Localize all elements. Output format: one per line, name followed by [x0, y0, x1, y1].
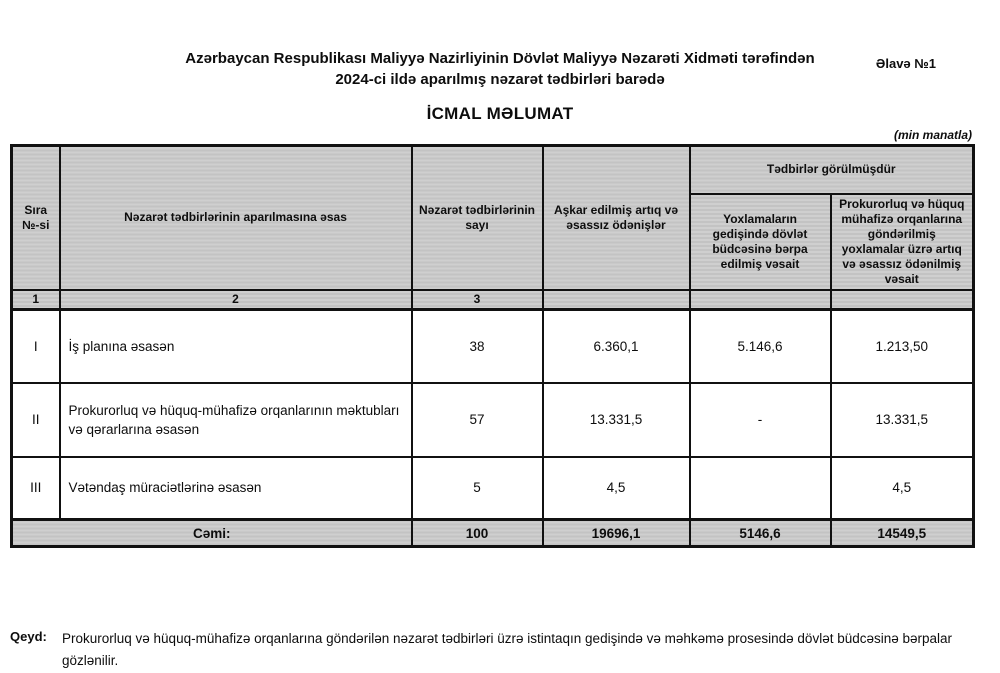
- summary-table: [10, 144, 975, 548]
- table-row-3: [12, 457, 974, 520]
- header-col-restored: Yoxlamaların gedişində dövlət büdcəsinə bərpa edilmiş vəsait: [690, 194, 831, 290]
- total-restored: 5146,6: [690, 520, 831, 547]
- row-2-basis: Prokurorluq və hüquq-mühafizə orqanlarının məktubları və qərarlarına əsasən: [60, 383, 412, 457]
- row-2-no: II: [12, 383, 60, 457]
- total-detected: 19696,1: [543, 520, 690, 547]
- footnote: [10, 628, 988, 672]
- col-number-5: [690, 290, 831, 310]
- row-1-basis: İş planına əsasən: [60, 310, 412, 383]
- column-numbering-row: [12, 290, 974, 310]
- col-number-6: [831, 290, 974, 310]
- col-number-3: 3: [412, 290, 543, 310]
- document-title: [0, 48, 1000, 90]
- title-line-2: 2024-ci ildə aparılmış nəzarət tədbirləri barədə: [335, 71, 665, 88]
- footnote-text: Prokurorluq və hüquq-mühafizə orqanlarına göndərilən nəzarət tədbirləri üzrə istintaqın gedişində və məhkəmə prosesində dövlət büdcəsinə bərpalar gözlənilir.: [62, 631, 953, 668]
- total-sent: 14549,5: [831, 520, 974, 547]
- title-line-1: Azərbaycan Respublikası Maliyyə Nazirliyinin Dövlət Maliyyə Nəzarəti Xidməti tərəfindən: [185, 50, 815, 67]
- unit-note: (min manatla): [893, 128, 972, 142]
- col-number-2: 2: [60, 290, 412, 310]
- row-1-detected: 6.360,1: [543, 310, 690, 383]
- table-row-2: [12, 383, 974, 457]
- row-3-basis: Vətəndaş müraciətlərinə əsasən: [60, 457, 412, 520]
- annex-label: Əlavə №1: [875, 56, 936, 71]
- row-1-restored: 5.146,6: [690, 310, 831, 383]
- total-count: 100: [412, 520, 543, 547]
- row-3-no: III: [12, 457, 60, 520]
- row-1-sent: 1.213,50: [831, 310, 974, 383]
- col-number-1: 1: [12, 290, 60, 310]
- total-label: Cəmi:: [12, 520, 412, 547]
- row-2-restored: -: [690, 383, 831, 457]
- header-col-sent: Prokurorluq və hüquq mühafizə orqanlarına göndərilmiş yoxlamalar üzrə artıq və əsassız ödənilmiş vəsait: [831, 194, 974, 290]
- row-1-no: I: [12, 310, 60, 383]
- header-group-measures: Tədbirlər görülmüşdür: [690, 146, 974, 194]
- col-number-4: [543, 290, 690, 310]
- header-group-row: [12, 146, 974, 194]
- row-3-count: 5: [412, 457, 543, 520]
- row-3-sent: 4,5: [831, 457, 974, 520]
- header-col-count: Nəzarət tədbirlərinin sayı: [412, 146, 543, 290]
- page-subtitle: İCMAL MƏLUMAT: [426, 104, 574, 123]
- footnote-label: Qeyd:: [10, 629, 47, 644]
- row-2-count: 57: [412, 383, 543, 457]
- row-1-count: 38: [412, 310, 543, 383]
- total-row: [12, 520, 974, 547]
- header-col-detected: Aşkar edilmiş artıq və əsassız ödənişlər: [543, 146, 690, 290]
- header-col-basis: Nəzarət tədbirlərinin aparılmasına əsas: [60, 146, 412, 290]
- row-3-restored: [690, 457, 831, 520]
- row-3-detected: 4,5: [543, 457, 690, 520]
- row-2-sent: 13.331,5: [831, 383, 974, 457]
- row-2-detected: 13.331,5: [543, 383, 690, 457]
- table-row-1: [12, 310, 974, 383]
- header-col-no: Sıra №-si: [12, 146, 60, 290]
